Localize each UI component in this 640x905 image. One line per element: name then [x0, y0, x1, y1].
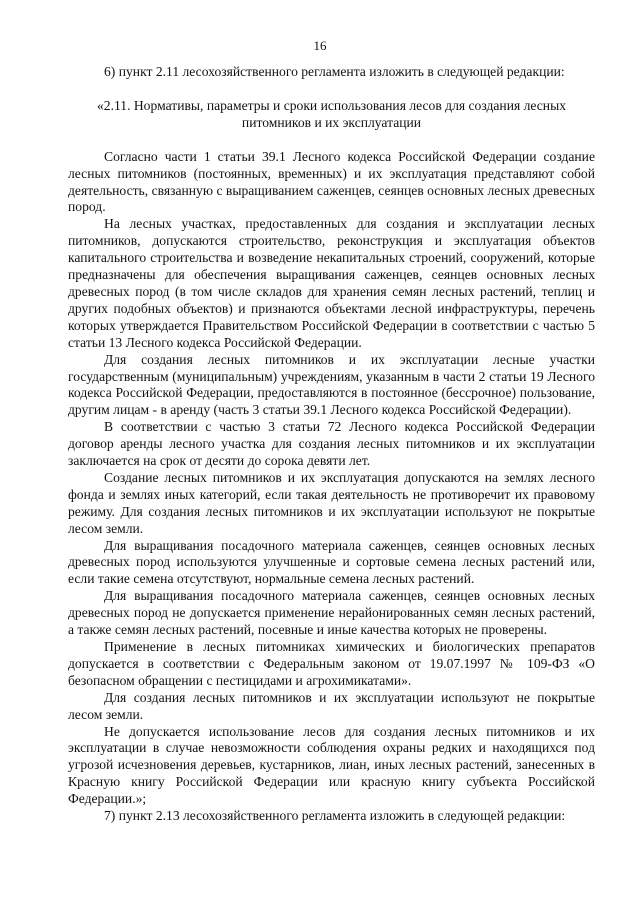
paragraph: Применение в лесных питомниках химических и биологических препаратов допускается в соответствии с Федеральным законом от 19.07.1997 № 109-ФЗ «О безопасном обращении с пестицидами и агрохимикатами». [68, 639, 595, 688]
paragraph: Для создания лесных питомников и их эксплуатации используют не покрытые лесом земли. [68, 689, 595, 722]
paragraph: Согласно части 1 статьи 39.1 Лесного кодекса Российской Федерации создание лесных питомников (постоянных, временных) и их эксплуатация представляют собой деятельность, связанную с выращиванием саженцев, сеянцев основных лесных древесных пород. [68, 148, 595, 215]
paragraph: Для выращивания посадочного материала саженцев, сеянцев основных лесных древесных пород не допускается применение нерайонированных семян лесных растений, а также семян лесных растений, посевные и иные качества которых не проверены. [68, 588, 595, 638]
paragraph: Создание лесных питомников и их эксплуатация допускаются на землях лесного фонда и землях иных категорий, если такая деятельность не противоречит их правовому режиму. Для создания лесных питомников и их эксплуатации используют не покрытые лесом земли. [68, 469, 595, 536]
amendment-item-7: 7) пункт 2.13 лесохозяйственного регламента изложить в следующей редакции: [104, 808, 566, 824]
section-title: «2.11. Нормативы, параметры и сроки использования лесов для создания лесных питомников и их эксплуатации [96, 97, 567, 130]
amendment-item-6: 6) пункт 2.11 лесохозяйственного регламента изложить в следующей редакции: [104, 64, 565, 79]
paragraph: Для создания лесных питомников и их эксплуатации лесные участки государственным (муниципальным) учреждениям, указанным в части 2 статьи 19 Лесного кодекса Российской Федерации, предоставляются в постоянное (бессрочное) пользование, другим лицам - в аренду (часть 3 статьи 39.1 Лесного кодекса Российской Федерации). [68, 351, 595, 418]
document-body [68, 64, 595, 825]
paragraph: На лесных участках, предоставленных для создания и эксплуатации лесных питомников, допускаются строительство, реконструкция и эксплуатация объектов капитального строительства и возведение некапитальных строений, сооружений, которые предназначены для обеспечения выращивания саженцев, сеянцев основных лесных древесных пород (в том числе складов для хранения семян лесных растений, теплиц и других подобных объектов) и признаются объектами лесной инфраструктуры, перечень которых утверждается Правительством Российской Федерации в соответствии с частью 5 статьи 13 Лесного кодекса Российской Федерации. [68, 216, 595, 350]
paragraph: Не допускается использование лесов для создания лесных питомников и их эксплуатации в случае невозможности соблюдения охраны редких и находящихся под угрозой исчезновения деревьев, кустарников, лиан, иных лесных растений, занесенных в Красную книгу Российской Федерации или красную книгу субъекта Российской Федерации.»; [68, 723, 595, 807]
page-number: 16 [313, 38, 327, 53]
paragraph: В соответствии с частью 3 статьи 72 Лесного кодекса Российской Федерации договор аренды лесного участка для создания лесных питомников и их эксплуатации заключается на срок от десяти до сорока девяти лет. [68, 419, 595, 469]
paragraph: Для выращивания посадочного материала саженцев, сеянцев основных лесных древесных пород используются улучшенные и сортовые семена лесных растений или, если такие семена отсутствуют, нормальные семена лесных растений. [68, 537, 595, 587]
